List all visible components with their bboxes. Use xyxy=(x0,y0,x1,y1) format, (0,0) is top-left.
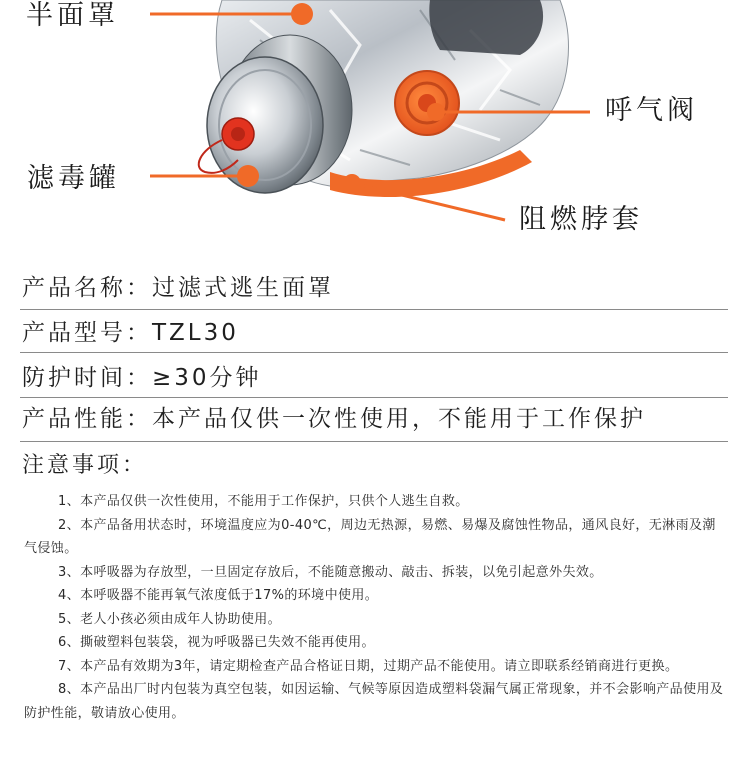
spec-product-model xyxy=(22,322,728,345)
spec-value: 过滤式逃生面罩 xyxy=(152,275,334,301)
spec-protection-time xyxy=(22,367,728,390)
product-image xyxy=(0,0,750,262)
note-item: 4、本呼吸器不能再氧气浓度低于17%的环境中使用。 xyxy=(58,588,379,603)
divider xyxy=(20,397,728,398)
spec-label: 产品型号 ： xyxy=(22,320,152,346)
spec-product-name xyxy=(22,277,728,300)
note-item: 6、撕破塑料包装袋，视为呼吸器已失效不能再使用。 xyxy=(58,635,375,650)
callout-flame-collar: 阻燃脖套 xyxy=(519,204,643,235)
note-item: 8、本产品出厂时内包装为真空包装，如因运输、气候等原因造成塑料袋漏气属正常现象，并不会影响产品使用及防护性能，敬请放心使用。 xyxy=(24,682,724,721)
spec-label: 防护时间 ： xyxy=(22,365,152,391)
note-item: 2、本产品备用状态时，环境温度应为0-40℃，周边无热源，易燃、易爆及腐蚀性物品，通风良好，无淋雨及潮气侵蚀。 xyxy=(24,517,716,556)
divider xyxy=(20,441,728,442)
spec-label: 产品性能 ： xyxy=(22,406,152,432)
callout-line-filter xyxy=(150,165,259,187)
divider xyxy=(20,352,728,353)
spec-label: 产品名称 ： xyxy=(22,275,152,301)
callout-exhale-valve: 呼气阀 xyxy=(605,95,698,126)
note-item: 1、本产品仅供一次性使用，不能用于工作保护，只供个人逃生自救。 xyxy=(58,494,469,509)
notes-heading: 注意事项 ： xyxy=(22,455,147,477)
callout-half-mask: 半面罩 xyxy=(26,0,119,31)
note-item: 7、本产品有效期为3年，请定期检查产品合格证日期，过期产品不能使用。请立即联系经销商进行更换。 xyxy=(58,658,679,674)
divider xyxy=(20,309,728,310)
spec-value: TZL30 xyxy=(152,320,239,346)
notes-list xyxy=(24,490,724,725)
spec-value: ≥30分钟 xyxy=(152,365,262,391)
callout-filter-canister: 滤毒罐 xyxy=(27,163,120,194)
note-item: 5、老人小孩必须由成年人协助使用。 xyxy=(58,611,282,627)
spec-value: 本产品仅供一次性使用，不能用于工作保护 xyxy=(152,406,646,432)
spec-performance xyxy=(22,408,728,431)
note-item: 3、本呼吸器为存放型，一旦固定存放后，不能随意搬动、敲击、拆装，以免引起意外失效。 xyxy=(58,564,603,580)
